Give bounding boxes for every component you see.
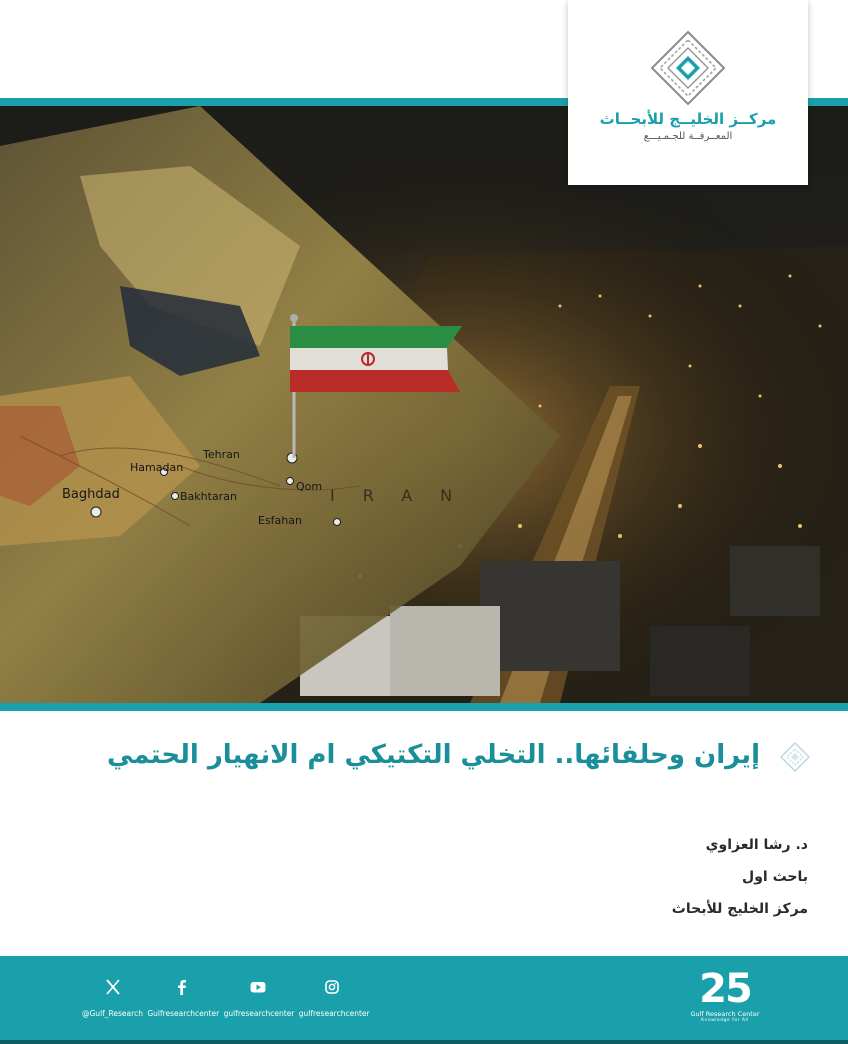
youtube-social-link[interactable] [238, 978, 278, 1000]
footer-bar [0, 956, 848, 1044]
bottom-accent-rule [0, 703, 848, 711]
org-tagline: المعــرفــة للجـمـيـــع [643, 131, 733, 142]
instagram-icon [323, 978, 341, 996]
title-row [60, 730, 820, 786]
cover-photo-illustration [0, 106, 848, 703]
cover-photo [0, 106, 848, 703]
map-label-qom: Qom [296, 480, 323, 493]
map-label-tehran: Tehran [203, 448, 240, 461]
social-handles: @Gulf_Research Gulfresearchcenter gulfresearchcenter gulfresearchcenter [82, 1009, 370, 1018]
org-name: مركــز الخليــج للأبحــاث [599, 110, 777, 128]
youtube-icon [249, 978, 267, 996]
org-logo-card [568, 0, 808, 185]
x-icon [104, 978, 122, 996]
author-name: د. رشا العزاوي [705, 837, 808, 853]
anniversary-badge [690, 968, 760, 1034]
author-affiliation: مركز الخليج للأبحاث [671, 901, 808, 917]
author-block [408, 834, 808, 930]
map-label-esfahan: Esfahan [258, 514, 302, 527]
gulf-research-center-logo-icon [650, 30, 726, 106]
map-label-bakhtaran: Bakhtaran [180, 490, 237, 503]
author-role: باحث اول [742, 869, 808, 885]
facebook-icon [173, 978, 191, 996]
map-label-baghdad: Baghdad [62, 487, 120, 502]
title-diamond-icon [780, 742, 810, 772]
document-title: إيران وحلفائها.. التخلي التكتيكي ام الانهيار الحتمي [107, 740, 760, 770]
x-social-link[interactable] [93, 978, 133, 1000]
anniversary-number: 25 [699, 966, 751, 1012]
anniversary-org: Gulf Research Center [690, 1010, 760, 1018]
anniversary-tagline: Knowledge for All [701, 1018, 749, 1023]
facebook-social-link[interactable] [162, 978, 202, 1000]
map-label-iran: IRAN [330, 486, 481, 505]
instagram-social-link[interactable] [312, 978, 352, 1000]
footer-bottom-line [0, 1040, 848, 1044]
map-label-hamadan: Hamadan [130, 461, 184, 474]
